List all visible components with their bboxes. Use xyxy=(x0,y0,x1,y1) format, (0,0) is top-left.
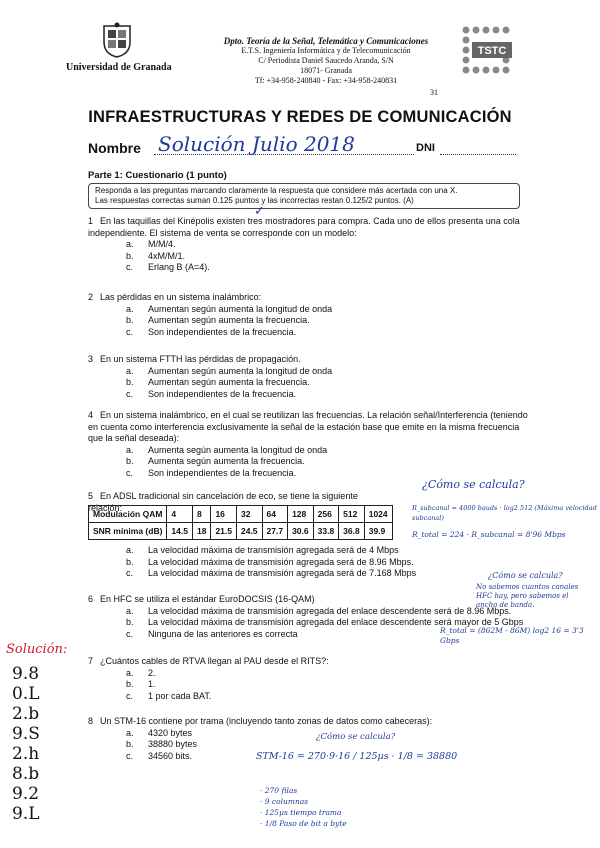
annotation-q6-line4: R_total = (862M - 86M) log2 16 = 3'3 Gbps xyxy=(440,626,584,645)
handwritten-answer: 2.b xyxy=(12,704,40,724)
annotation-q8-bullet: · 9 columnas xyxy=(260,797,309,806)
option: c. Son independientes de la frecuencia. xyxy=(126,467,297,478)
snr-table xyxy=(88,505,393,540)
section-title: Parte 1: Cuestionario (1 punto) xyxy=(88,170,227,181)
question-text: Las pérdidas en un sistema inalámbrico: xyxy=(100,292,262,302)
table-cell: 30.6 xyxy=(288,523,314,540)
question-number: 6 xyxy=(88,594,94,604)
university-name: Universidad de Granada xyxy=(66,62,172,73)
instructions-line-1: Responda a las preguntas marcando claramente la respuesta que considere más acertada con una X. xyxy=(95,186,458,195)
option: a. M/M/4. xyxy=(126,239,176,249)
question-text: En un sistema FTTH las pérdidas de propagación. xyxy=(100,354,301,364)
handwritten-check-icon: ✓ xyxy=(254,203,265,218)
handwritten-answer: 9.L xyxy=(12,804,40,824)
dni-label: DNI xyxy=(416,142,435,154)
option: c. 34560 bits. xyxy=(126,750,193,761)
table-cell: 256 xyxy=(313,506,339,523)
table-row xyxy=(89,506,393,523)
page-title: INFRAESTRUCTURAS Y REDES DE COMUNICACIÓN xyxy=(88,108,512,126)
option: b. 4xM/M/1. xyxy=(126,250,186,261)
table-cell: 27.7 xyxy=(262,523,288,540)
handwritten-answer: 9.S xyxy=(12,724,40,744)
dept-line-2: E.T.S. Ingeniería Informática y de Telecomunicación xyxy=(241,46,411,55)
annotation-q6-line2: HFC hay, pero sabemos el xyxy=(476,592,569,600)
option: c. Son independientes de la frecuencia. xyxy=(126,388,297,399)
handwritten-answer: 9.8 xyxy=(12,664,40,684)
question-text: En ADSL tradicional sin cancelación de eco, se tiene la siguiente relación: xyxy=(88,491,358,513)
question-number: 3 xyxy=(88,354,94,364)
solution-label: Solución: xyxy=(6,642,68,657)
name-label: Nombre xyxy=(88,140,141,156)
tstc-logo-text: TSTC xyxy=(477,45,507,57)
instructions-box xyxy=(88,183,520,209)
annotation-q8-bullet: · 125µs tiempo trama xyxy=(260,808,342,817)
question-text: ¿Cuántos cables de RTVA llegan al PAU desde el RITS?: xyxy=(100,656,329,666)
table-cell: 18 xyxy=(192,523,210,540)
table-cell: 64 xyxy=(262,506,288,523)
question-text: Un STM-16 contiene por trama (incluyendo tanto zonas de datos como cabeceras): xyxy=(100,716,433,726)
table-cell: 4 xyxy=(167,506,193,523)
handwritten-answer: 0.L xyxy=(12,684,40,704)
annotation-q6-line3: ancho de banda. xyxy=(476,601,535,609)
option: b. 1. xyxy=(126,679,156,689)
tstc-logo-icon xyxy=(460,24,520,84)
table-cell: 8 xyxy=(192,506,210,523)
option: a. La velocidad máxima de transmisión agregada del enlace descendente será de 8.96 Mbps. xyxy=(126,605,512,616)
annotation-q5-title: ¿Cómo se calcula? xyxy=(422,478,525,491)
question-number: 2 xyxy=(88,292,94,302)
instructions-line-2: Las respuestas correctas suman 0.125 puntos y las incorrectas restan 0.125/2 puntos. (A) xyxy=(95,196,414,205)
name-row xyxy=(88,134,518,158)
handwritten-answer: 2.h xyxy=(12,744,40,764)
page-number: 31 xyxy=(430,88,438,97)
annotation-q6-line1: No sabemos cuantos canales xyxy=(476,583,579,591)
university-crest-icon xyxy=(100,22,134,58)
annotation-q8-bullet: · 1/8 Paso de bit a byte xyxy=(260,819,347,828)
option: a. 4320 bytes xyxy=(126,727,193,738)
option: c. Ninguna de las anteriores es correcta xyxy=(126,628,298,639)
option: b. Aumenta según aumenta la frecuencia. xyxy=(126,456,305,466)
option: c. Son independientes de la frecuencia. xyxy=(126,326,297,337)
question-7 xyxy=(88,656,528,702)
question-number: 7 xyxy=(88,656,94,666)
question-3 xyxy=(88,354,528,400)
option: a. 2. xyxy=(126,667,156,678)
name-field-value: Solución Julio 2018 xyxy=(158,132,355,156)
option: b. Aumentan según aumenta la frecuencia. xyxy=(126,315,310,325)
table-cell: 128 xyxy=(288,506,314,523)
option: b. Aumentan según aumenta la frecuencia. xyxy=(126,377,310,387)
option: b. 38880 bytes xyxy=(126,739,198,749)
annotation-q5-line1: R_subcanal = 4000 bauds · log2 512 (Máxima velocidad subcanal) xyxy=(412,504,597,522)
table-cell: 1024 xyxy=(364,506,392,523)
question-number: 1 xyxy=(88,216,94,226)
table-row xyxy=(89,523,393,540)
handwritten-answer: 9.2 xyxy=(12,784,40,804)
annotation-q8-formula: STM-16 = 270·9·16 / 125µs · 1/8 = 38880 xyxy=(256,751,458,762)
department-info xyxy=(196,36,456,86)
question-5-options xyxy=(88,545,528,580)
question-number: 8 xyxy=(88,716,94,726)
table-cell: 36.8 xyxy=(339,523,365,540)
annotation-q8-bullet: · 270 filas xyxy=(260,786,298,795)
table-cell: 33.8 xyxy=(313,523,339,540)
option: a. Aumentan según aumenta la longitud de onda xyxy=(126,303,333,314)
question-text: En HFC se utiliza el estándar EuroDOCSIS (16-QAM) xyxy=(100,594,315,604)
option: c. 1 por cada BAT. xyxy=(126,690,212,701)
dept-line-1: Dpto. Teoría de la Señal, Telemática y Comunicaciones xyxy=(223,36,429,46)
table-cell: 21.5 xyxy=(211,523,237,540)
handwritten-answer: 8.b xyxy=(12,764,40,784)
question-text: En un sistema inalámbrico, en el cual se reutilizan las frecuencias. La relación señal/Interferencia (teniendo en cuenta como interferencia exclusivamente la señal de la estación base que emite en la misma frecuencia que la señal deseada): xyxy=(88,410,528,443)
question-number: 5 xyxy=(88,491,94,501)
table-cell: 16 xyxy=(211,506,237,523)
table-cell: 512 xyxy=(339,506,365,523)
option: a. Aumentan según aumenta la longitud de onda xyxy=(126,365,333,376)
option: a. La velocidad máxima de transmisión agregada será de 4 Mbps xyxy=(126,545,399,555)
dni-field-line xyxy=(440,154,516,155)
question-2 xyxy=(88,292,528,338)
annotation-q6-title: ¿Cómo se calcula? xyxy=(488,571,563,580)
dept-line-4: 18071- Granada xyxy=(300,66,352,75)
dept-line-5: Tf: +34-958-240840 - Fax: +34-958-240831 xyxy=(254,76,398,85)
table-cell: Modulación QAM xyxy=(89,506,167,523)
annotation-q8-title: ¿Cómo se calcula? xyxy=(316,732,396,742)
table-cell: 39.9 xyxy=(364,523,392,540)
annotation-q5-line2: R_total = 224 · R_subcanal = 8'96 Mbps xyxy=(412,530,566,539)
option: a. Aumenta según aumenta la longitud de onda xyxy=(126,444,328,455)
table-cell: 32 xyxy=(236,506,262,523)
table-cell: 24.5 xyxy=(236,523,262,540)
question-number: 4 xyxy=(88,410,94,420)
question-4 xyxy=(88,410,528,479)
option: c. La velocidad máxima de transmisión agregada será de 7.168 Mbps xyxy=(126,568,417,578)
question-text: En las taquillas del Kinépolis existen tres mostradores para compra. Cada uno de ellos presenta una cola independiente. El sistema de venta se corresponde con un modelo: xyxy=(88,216,520,238)
table-cell: 14.5 xyxy=(167,523,193,540)
option: c. Erlang B (A=4). xyxy=(126,262,210,272)
question-1 xyxy=(88,216,528,274)
table-cell: SNR mínima (dB) xyxy=(89,523,167,540)
option: b. La velocidad máxima de transmisión agregada será de 8.96 Mbps. xyxy=(126,556,414,567)
option: b. La velocidad máxima de transmisión agregada del enlace descendente será mayor de 5 Gbps xyxy=(126,617,524,627)
dept-line-3: C/ Periodista Daniel Saucedo Aranda, S/N xyxy=(258,56,394,65)
